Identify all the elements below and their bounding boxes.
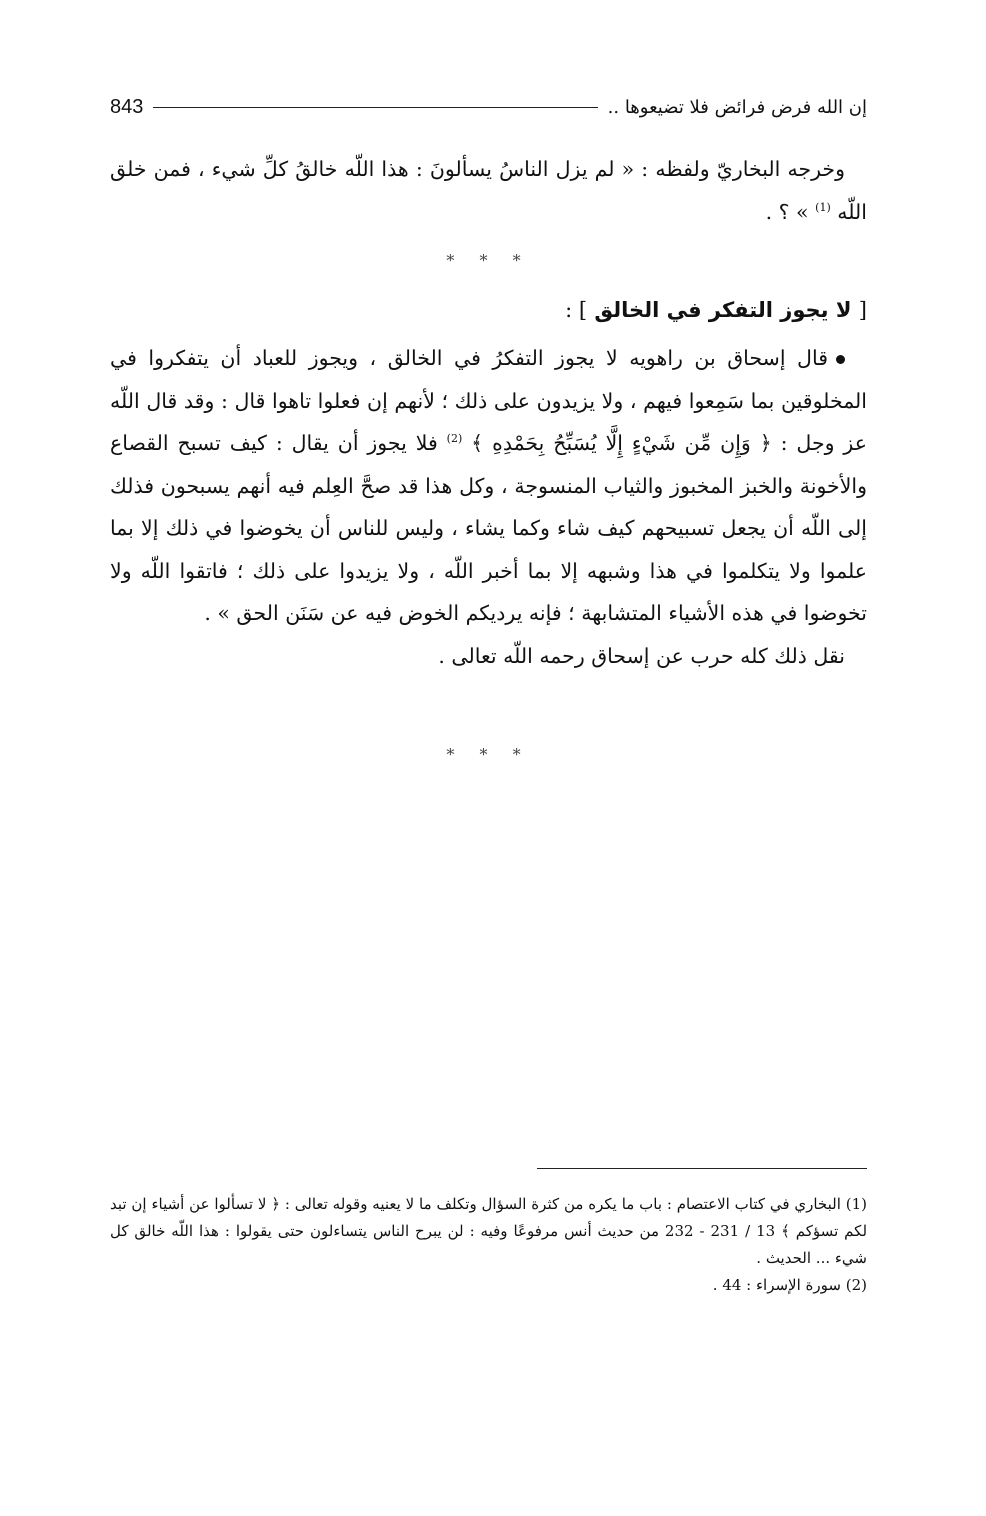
- intro-text-a: وخرجه البخاريّ ولفظه : « لم يزل الناسُ يسألونَ : هذا اللّه خالقُ كلِّ شيء ، فمن خلق اللّه: [110, 157, 867, 224]
- quran-verse: ﴿ وَإِن مِّن شَيْءٍ إِلَّا يُسَبِّحُ بِحَمْدِهِ ﴾: [471, 431, 772, 455]
- section-separator-end: * * *: [446, 745, 531, 764]
- running-title: إن الله فرض فرائض فلا تضيعوها ..: [607, 96, 867, 118]
- footnote-ref-1[interactable]: (1): [815, 200, 831, 214]
- footnote-ref-2[interactable]: (2): [446, 432, 463, 446]
- p1-text-a: قال إسحاق بن راهويه لا يجوز التفكرُ في الخالق ، ويجوز للعباد أن يتفكروا في المخلوقين بما سَمِعوا فيهم ، ولا يزيدون على ذلك ؛ لأنهم إن فعلوا تاهوا قال : وقد قال اللّه عز وجل :: [110, 346, 867, 455]
- intro-text-b: » ؟ .: [765, 199, 809, 224]
- body-paragraph-1: [110, 337, 867, 635]
- heading-bracket-close: ] :: [565, 298, 588, 322]
- page-number: 843: [110, 95, 144, 118]
- intro-paragraph: [110, 148, 867, 233]
- footnote-1: (1) البخاري في كتاب الاعتصام : باب ما يكره من كثرة السؤال وتكلف ما لا يعنيه وقوله تعالى : ﴿ لا تسألوا عن أشياء إن تبد لكم تسؤكم ﴾ 13 / 231 - 232 من حديث أنس مرفوعًا وفيه : لن يبرح الناس يتساءلون حتى يقولوا : هذا اللّه خالق كل شيء ... الحديث .: [110, 1195, 868, 1267]
- p1-text-b: فلا يجوز أن يقال : كيف تسبح القصاع والأخونة والخبز المخبوز والثياب المنسوجة ، وكل هذا قد صحَّ العِلم فيه أنهم يسبحون فذلك إلى اللّه أن يجعل تسبيحهم كيف شاء وكما يشاء ، وليس للناس أن يخوضوا في ذلك إلا بما علموا ولا يتكلموا في هذا وشبهه إلا بما أخبر اللّه ، ولا يزيدوا على ذلك ؛ فاتقوا اللّه ولا تخوضوا في هذه الأشياء المتشابهة ؛ فإنه يرديكم الخوض فيه عن سَنَن الحق » .: [110, 431, 867, 625]
- running-header: [110, 90, 867, 124]
- heading-bracket-open: [: [858, 298, 867, 322]
- body-paragraph-2: نقل ذلك كله حرب عن إسحاق رحمه اللّه تعالى .: [438, 643, 845, 668]
- footnote-rule: [537, 1168, 867, 1169]
- footnotes: [110, 1168, 867, 1299]
- section-heading: [110, 289, 867, 331]
- section-separator: * * *: [446, 251, 531, 270]
- page-body: [110, 90, 867, 773]
- footnote-2: (2) سورة الإسراء : 44 .: [712, 1276, 867, 1294]
- heading-title: لا يجوز التفكر في الخالق: [594, 298, 852, 322]
- header-rule: [153, 107, 597, 108]
- bullet-icon: [836, 355, 845, 364]
